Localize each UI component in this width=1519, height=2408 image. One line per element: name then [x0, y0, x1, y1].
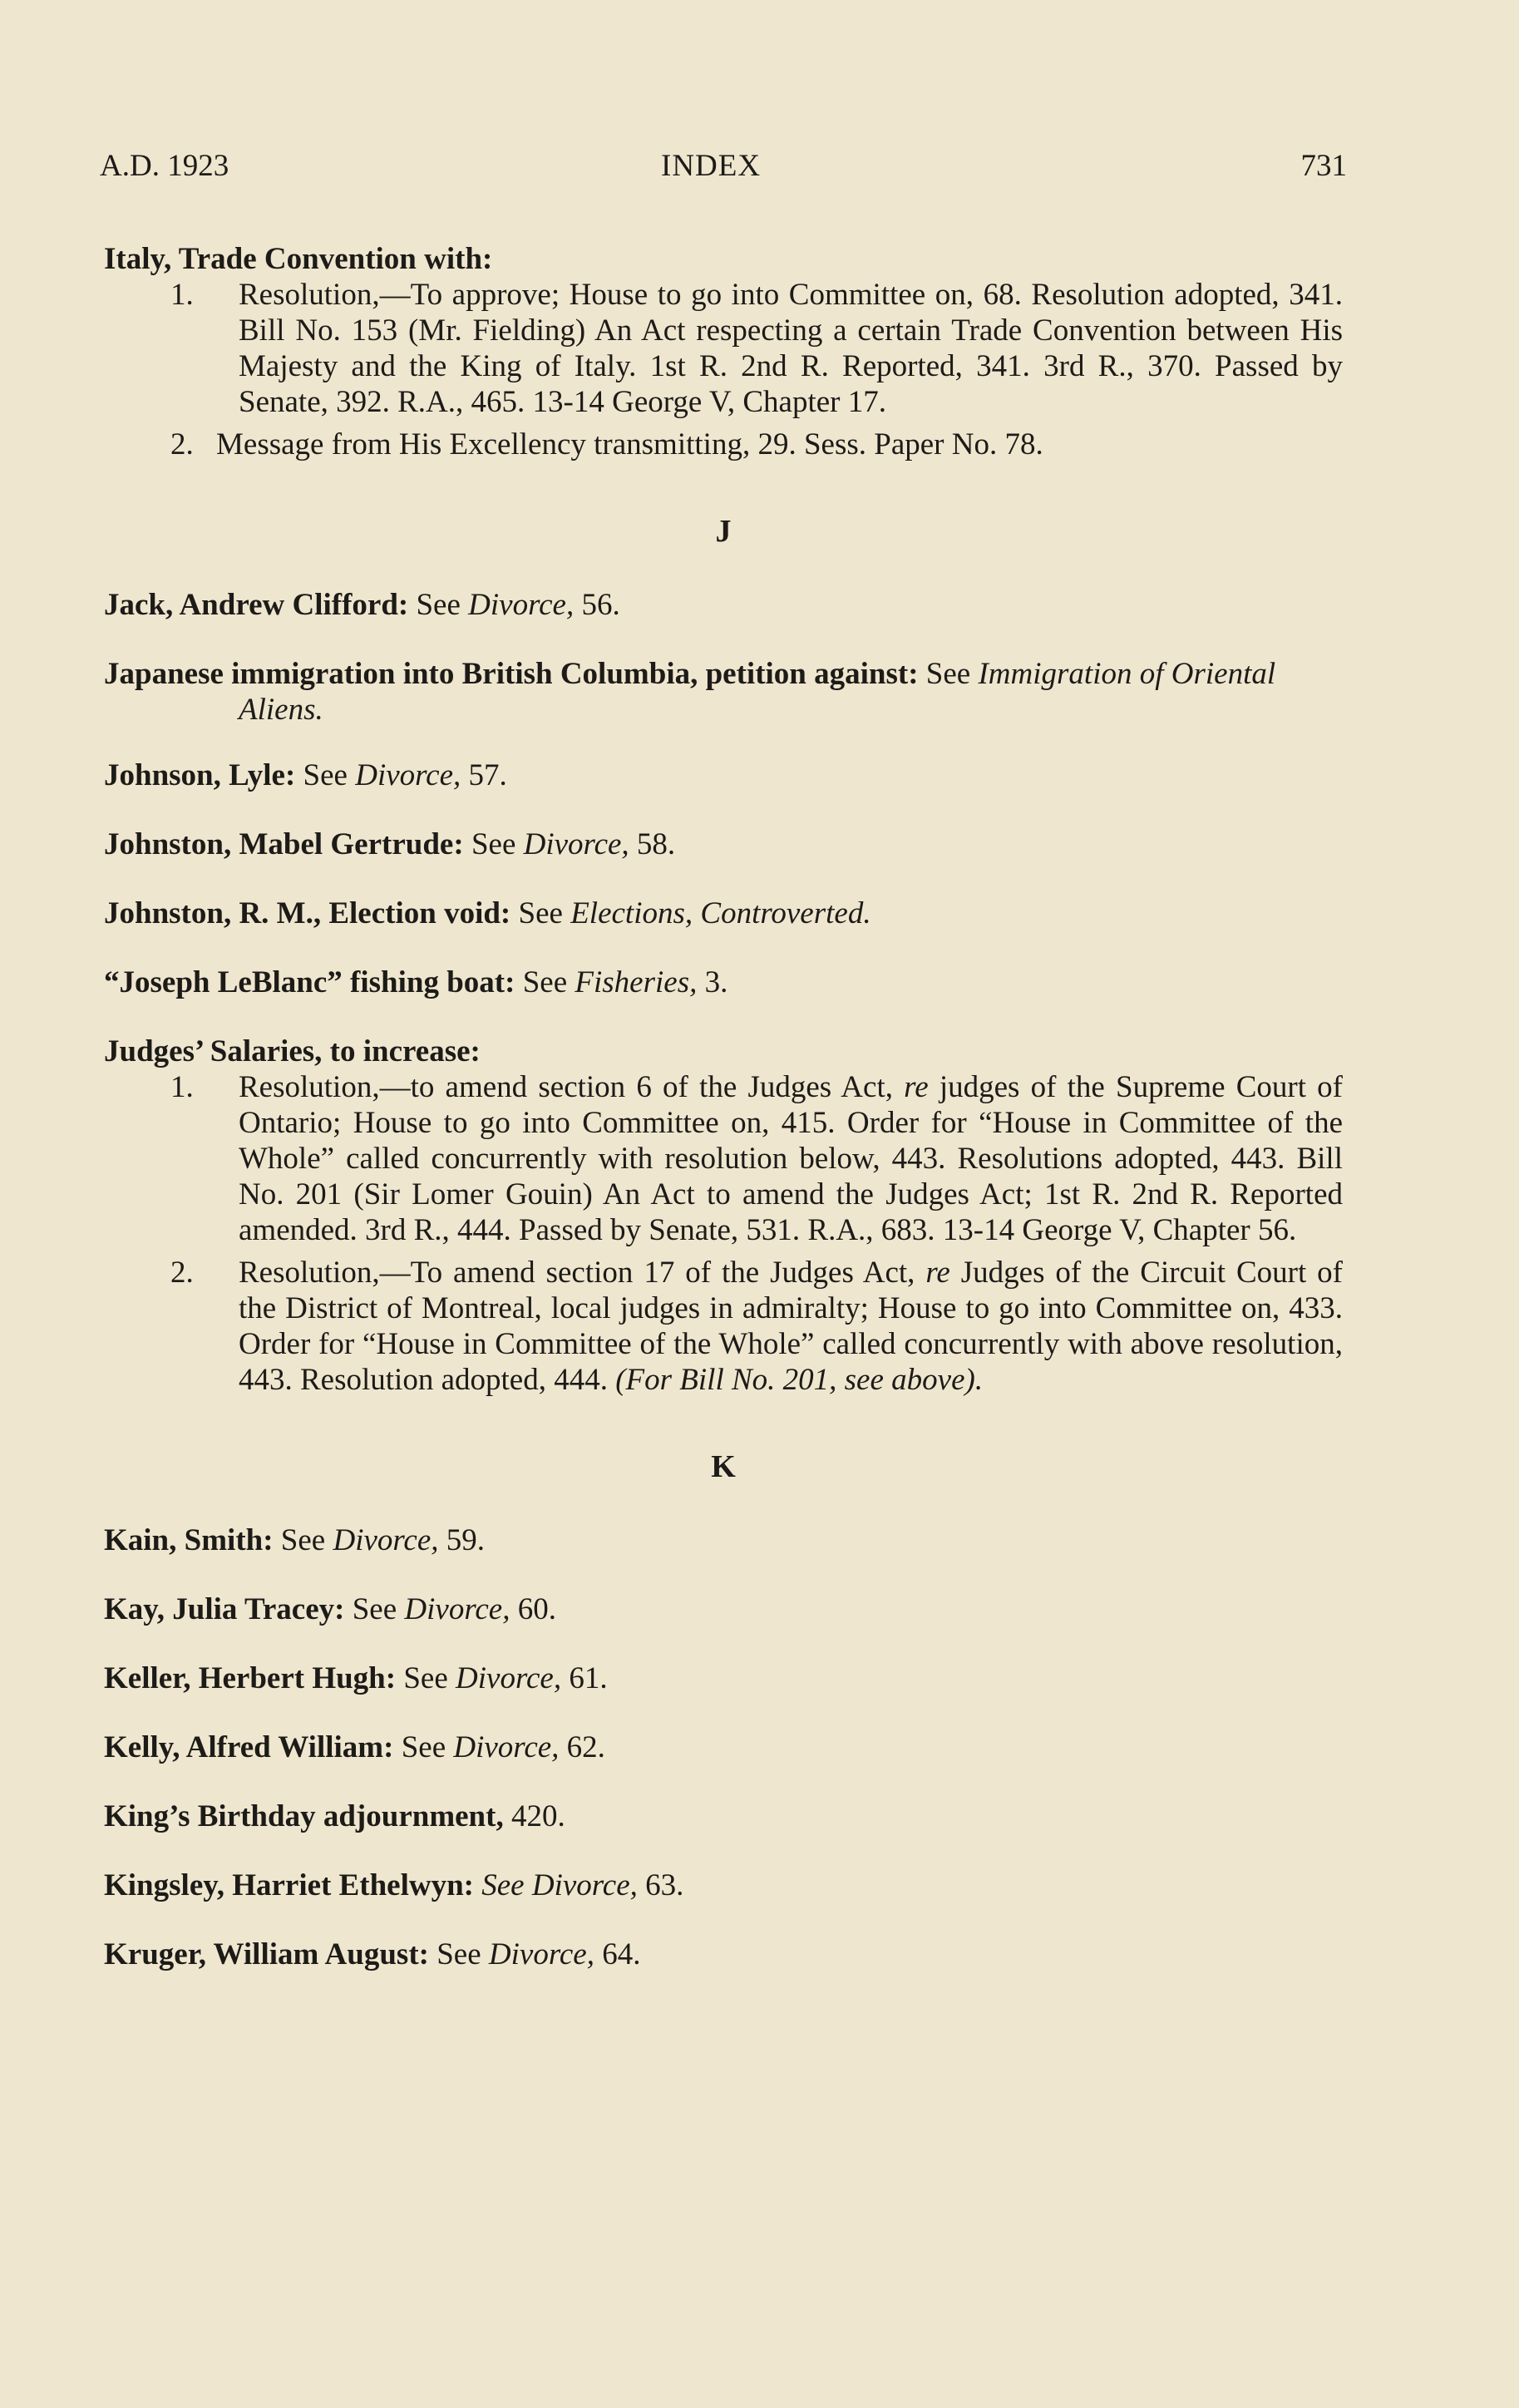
- see-label: See: [303, 758, 348, 792]
- index-entry-jack: [104, 587, 1343, 623]
- subitem-italic: re: [925, 1256, 950, 1290]
- subitem-text: Resolution,—To amend section 17 of the Judges Act,: [239, 1256, 915, 1290]
- index-entry-kelly: [104, 1730, 1343, 1765]
- page-ref: 59.: [446, 1523, 486, 1557]
- subitem-text: Message from His Excellency transmitting, 29. Sess. Paper No. 78.: [216, 427, 1043, 461]
- page-ref: 3.: [704, 965, 728, 999]
- page-ref: 58.: [636, 827, 676, 861]
- subitem-number: 2.: [170, 427, 194, 461]
- entry-heading: Jack, Andrew Clifford:: [104, 588, 409, 622]
- entry-heading: Japanese immigration into British Columbia, petition against:: [104, 657, 919, 691]
- index-entry-kain: [104, 1522, 1343, 1558]
- entry-heading: Kelly, Alfred William:: [104, 1730, 394, 1764]
- running-head-title: INDEX: [661, 149, 762, 183]
- cross-reference: Divorce,: [355, 758, 461, 792]
- index-entry-johnston-rm: [104, 896, 1343, 931]
- subitem-text: Resolution,—To approve; House to go into Committee on, 68. Resolution adopted, 341. Bill No. 153 (Mr. Fielding) An Act respecting a certain Trade Convention between His Majesty and the King of Italy. 1st R. 2nd R. Reported, 341. 3rd R., 370. Passed by Senate, 392. R.A., 465. 13-14 George V, Chapter 17.: [239, 278, 1343, 419]
- page-ref: 61.: [569, 1661, 608, 1695]
- entry-subitem: [104, 277, 1343, 420]
- entry-heading: Judges’ Salaries, to increase:: [104, 1034, 481, 1068]
- see-label: See: [436, 1937, 481, 1971]
- subitem-text: judges of the Supreme Court of Ontario; House to go into Committee on, 415. Order for “House in Committee of the Whole” called concurrently with resolution below, 443. Resolutions adopted, 443. Bill No. 201 (Sir Lomer Gouin) An Act to amend the Judges Act; 1st R. 2nd R. Reported amended. 3rd R., 444. Passed by Senate, 531. R.A., 683. 13-14 George V, Chapter 56.: [239, 1070, 1343, 1247]
- index-entry-judges: [104, 1034, 1343, 1398]
- page-ref: 62.: [566, 1730, 605, 1764]
- see-label: See: [481, 1868, 525, 1902]
- index-entry-johnston-mabel: [104, 827, 1343, 862]
- subitem-italic: re: [904, 1070, 929, 1104]
- cross-reference: Divorce,: [333, 1523, 439, 1557]
- index-entry-japanese: [104, 656, 1343, 728]
- cross-reference: Divorce,: [453, 1730, 560, 1764]
- cross-reference: Divorce,: [531, 1868, 638, 1902]
- see-label: See: [280, 1523, 326, 1557]
- see-label: See: [403, 1661, 448, 1695]
- index-entry-kruger: [104, 1937, 1343, 1972]
- entry-subitem: [104, 1255, 1343, 1398]
- see-label: See: [522, 965, 568, 999]
- see-label: See: [401, 1730, 446, 1764]
- page-ref: 57.: [468, 758, 507, 792]
- cross-reference: Divorce,: [468, 588, 575, 622]
- subitem-text: Resolution,—to amend section 6 of the Judges Act,: [239, 1070, 893, 1104]
- section-letter-j: J: [715, 514, 732, 549]
- entry-subitem: [104, 427, 1343, 462]
- entry-subitem: [104, 1069, 1343, 1248]
- entry-heading: Kingsley, Harriet Ethelwyn:: [104, 1868, 474, 1902]
- running-head-year: A.D. 1923: [100, 149, 229, 183]
- page-ref: 420.: [510, 1799, 565, 1833]
- entry-heading: Johnston, R. M., Election void:: [104, 896, 511, 930]
- running-head: [100, 148, 1347, 190]
- subitem-number: 1.: [170, 278, 194, 312]
- entry-heading: Kain, Smith:: [104, 1523, 274, 1557]
- cross-reference: Immigration of Oriental Aliens.: [239, 657, 1276, 727]
- see-label: See: [518, 896, 563, 930]
- entry-heading: Johnson, Lyle:: [104, 758, 296, 792]
- index-entry-italy: [104, 241, 1343, 462]
- subitem-italic: (For Bill No. 201, see above).: [615, 1363, 984, 1397]
- subitem-number: 1.: [170, 1070, 194, 1104]
- see-label: See: [925, 657, 971, 691]
- page-ref: 56.: [581, 588, 620, 622]
- index-content: [104, 241, 1343, 1972]
- page-ref: 60.: [517, 1592, 556, 1626]
- cross-reference: Divorce,: [456, 1661, 562, 1695]
- cross-reference: Fisheries,: [575, 965, 698, 999]
- subitem-number: 2.: [170, 1256, 194, 1290]
- entry-heading: Kruger, William August:: [104, 1937, 429, 1971]
- entry-heading: “Joseph LeBlanc” fishing boat:: [104, 965, 515, 999]
- cross-reference: Divorce,: [523, 827, 629, 861]
- index-entry-kingsley: [104, 1868, 1343, 1903]
- subitem-text: Judges of the Circuit Court of the District of Montreal, local judges in admiralty; House to go into Committee on, 433. Order for “House in Committee of the Whole” called concurrently with above resolution, 443. Resolution adopted, 444.: [239, 1256, 1344, 1397]
- see-label: See: [471, 827, 516, 861]
- index-entry-kay: [104, 1591, 1343, 1627]
- see-label: See: [416, 588, 461, 622]
- entry-heading: Keller, Herbert Hugh:: [104, 1661, 397, 1695]
- cross-reference: Divorce,: [488, 1937, 594, 1971]
- entry-heading: King’s Birthday adjournment,: [104, 1799, 504, 1833]
- cross-reference: Elections, Controverted.: [570, 896, 871, 930]
- index-entry-keller: [104, 1660, 1343, 1696]
- index-entry-leblanc: [104, 965, 1343, 1000]
- see-label: See: [352, 1592, 397, 1626]
- entry-heading: Italy, Trade Convention with:: [104, 242, 493, 276]
- page-ref: 63.: [645, 1868, 684, 1902]
- page-ref: 64.: [602, 1937, 641, 1971]
- entry-heading: Johnston, Mabel Gertrude:: [104, 827, 464, 861]
- cross-reference: Divorce,: [404, 1592, 510, 1626]
- index-entry-kings-birthday: [104, 1799, 1343, 1834]
- entry-heading: Kay, Julia Tracey:: [104, 1592, 345, 1626]
- index-entry-johnson: [104, 757, 1343, 793]
- page-number: 731: [1300, 149, 1347, 183]
- section-letter-k: K: [711, 1449, 736, 1484]
